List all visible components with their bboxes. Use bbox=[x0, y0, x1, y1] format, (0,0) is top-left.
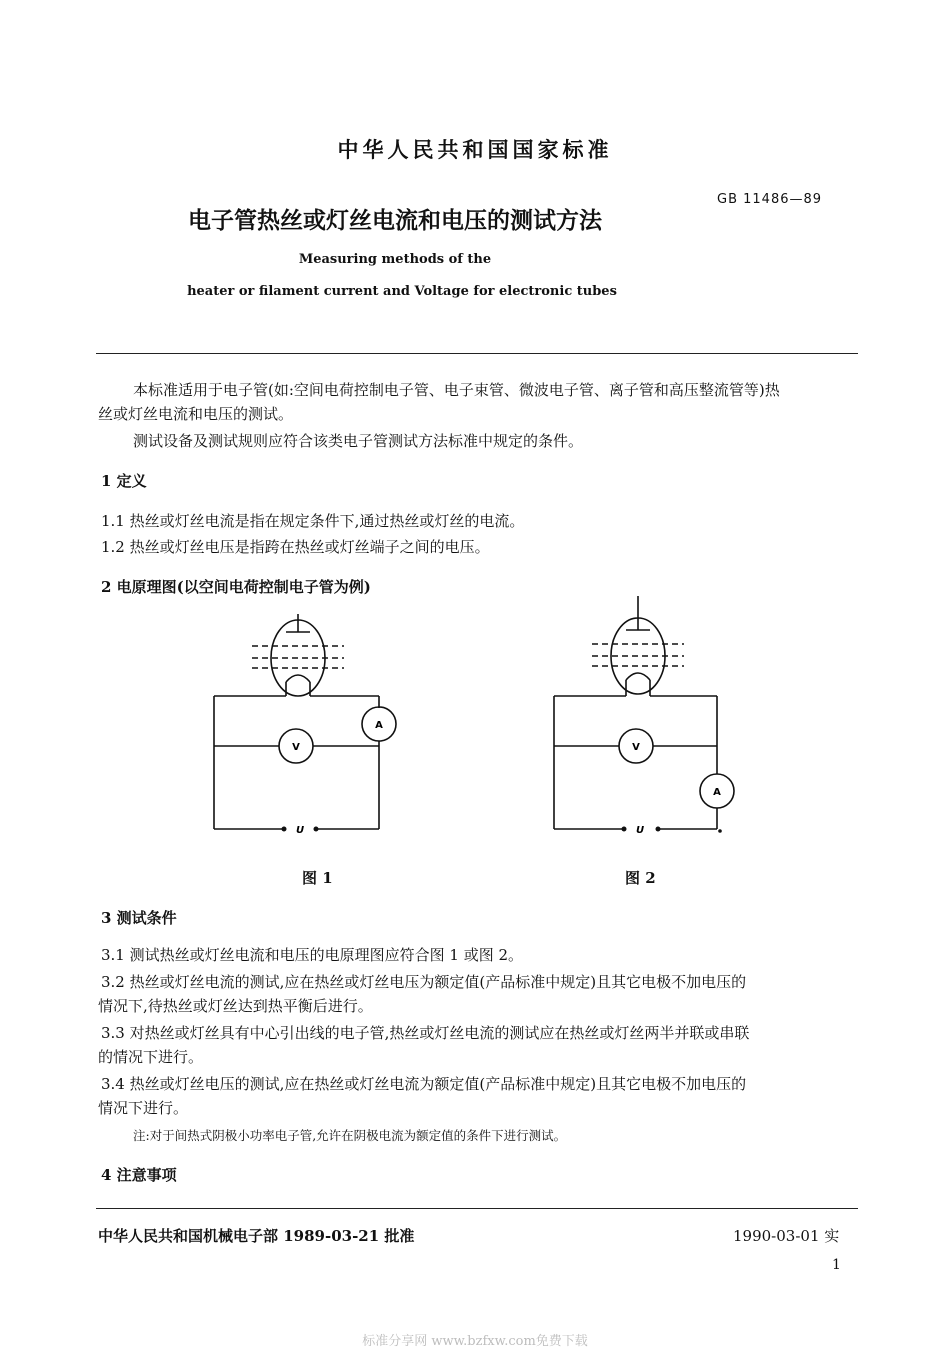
figure2-circuit-diagram bbox=[540, 590, 760, 850]
standard-title: 中华人民共和国国家标准 bbox=[337, 138, 613, 162]
english-title-line1: Measuring methods of the bbox=[298, 252, 492, 267]
watermark-text: 标准分享网 www.bzfxw.com免费下载 bbox=[362, 1334, 588, 1349]
figure2-caption: 图 2 bbox=[625, 869, 656, 887]
figure1-circuit-diagram bbox=[200, 610, 420, 850]
figure1-voltmeter-label: V bbox=[292, 742, 300, 753]
page-number: 1 bbox=[832, 1257, 841, 1273]
section1-heading: 1 定义 bbox=[101, 472, 147, 490]
figure1-caption: 图 1 bbox=[302, 869, 333, 887]
figure2-voltmeter-label: V bbox=[632, 742, 640, 753]
section2-heading: 2 电原理图(以空间电荷控制电子管为例) bbox=[101, 578, 371, 596]
section3-item2-line1: 3.2 热丝或灯丝电流的测试,应在热丝或灯丝电压为额定值(产品标准中规定)且其它电极不加电压的 bbox=[101, 973, 747, 991]
section3-item3-line1: 3.3 对热丝或灯丝具有中心引出线的电子管,热丝或灯丝电流的测试应在热丝或灯丝两半并联或串联 bbox=[101, 1024, 750, 1042]
effective-date: 1990-03-01 实 bbox=[733, 1227, 840, 1245]
gb-code: GB 11486—89 bbox=[717, 192, 823, 207]
section3-item3-line2: 的情况下进行。 bbox=[98, 1048, 204, 1066]
english-title-line2: heater or filament current and Voltage for electronic tubes bbox=[187, 284, 617, 299]
header-divider bbox=[96, 353, 858, 354]
intro-paragraph1-line1: 本标准适用于电子管(如:空间电荷控制电子管、电子束管、微波电子管、离子管和高压整流管等)热 bbox=[133, 381, 780, 399]
figure1-source-label: U bbox=[295, 825, 305, 836]
section4-heading: 4 注意事项 bbox=[101, 1166, 177, 1184]
intro-paragraph1-line2: 丝或灯丝电流和电压的测试。 bbox=[98, 405, 294, 423]
approval-line: 中华人民共和国机械电子部 1989-03-21 批准 bbox=[98, 1227, 415, 1245]
document-title: 电子管热丝或灯丝电流和电压的测试方法 bbox=[188, 208, 602, 234]
section3-item4-line2: 情况下进行。 bbox=[98, 1099, 189, 1117]
figure2-source-label: U bbox=[635, 825, 645, 836]
section3-note: 注:对于间热式阴极小功率电子管,允许在阴极电流为额定值的条件下进行测试。 bbox=[133, 1128, 567, 1143]
figure2-ammeter-label: A bbox=[713, 787, 721, 798]
section1-item2: 1.2 热丝或灯丝电压是指跨在热丝或灯丝端子之间的电压。 bbox=[101, 538, 490, 556]
intro-paragraph2: 测试设备及测试规则应符合该类电子管测试方法标准中规定的条件。 bbox=[133, 432, 584, 450]
section3-heading: 3 测试条件 bbox=[101, 909, 177, 927]
section3-item1: 3.1 测试热丝或灯丝电流和电压的电原理图应符合图 1 或图 2。 bbox=[101, 946, 524, 964]
figure1-ammeter-label: A bbox=[375, 720, 383, 731]
section1-item1: 1.1 热丝或灯丝电流是指在规定条件下,通过热丝或灯丝的电流。 bbox=[101, 512, 525, 530]
section3-item2-line2: 情况下,待热丝或灯丝达到热平衡后进行。 bbox=[98, 997, 373, 1015]
section3-item4-line1: 3.4 热丝或灯丝电压的测试,应在热丝或灯丝电流为额定值(产品标准中规定)且其它电极不加电压的 bbox=[101, 1075, 747, 1093]
footer-divider bbox=[96, 1208, 858, 1209]
